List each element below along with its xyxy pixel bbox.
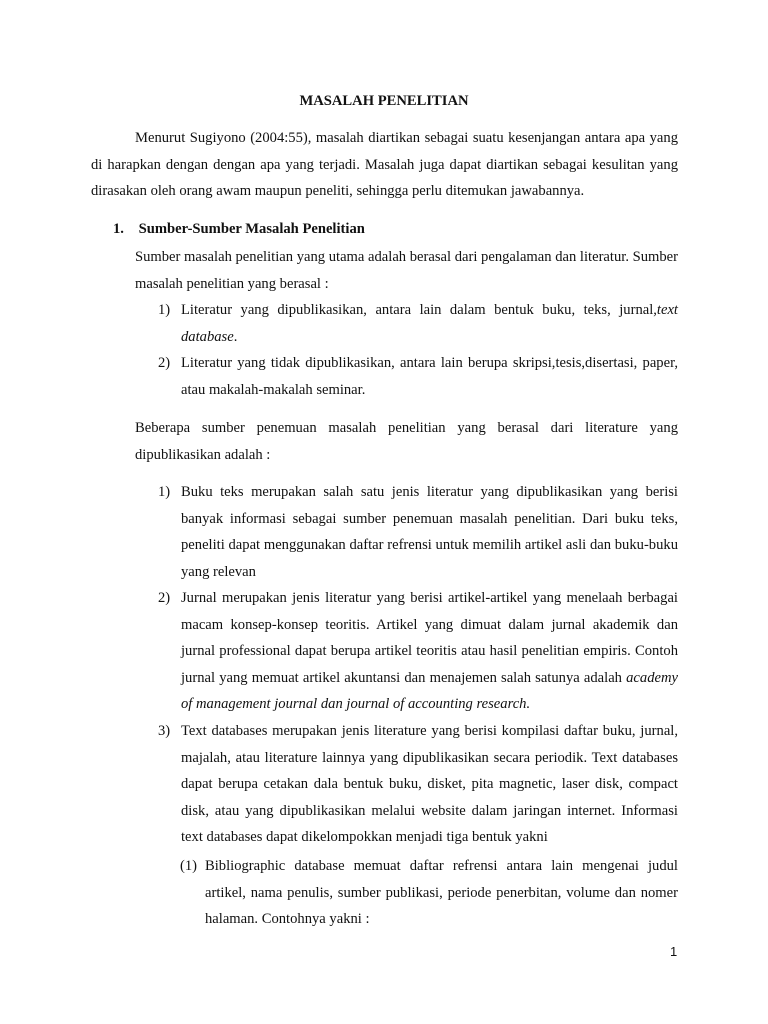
list-item (158, 350, 678, 403)
italic-text: text database (181, 302, 678, 345)
list-item-number: 2) (158, 355, 171, 371)
list-item (158, 718, 678, 851)
section-paragraph: Sumber masalah penelitian yang utama adalah berasal dari pengalaman dan literatur. Sumber masalah penelitian yang berasal : (135, 249, 679, 292)
sub-list-item (180, 853, 678, 933)
list-item-number: 1) (158, 302, 171, 318)
section-heading (113, 221, 365, 238)
section-number: 1. (113, 221, 124, 237)
list-item-text: Jurnal merupakan jenis literatur yang berisi artikel-artikel yang menelaah berbagai macam konsep-konsep teoritis. Artikel yang dimuat dalam jurnal akademik dan jurnal professional dapat berupa artikel teoritis atau hasil penelitian empiris. Contoh jurnal yang memuat artikel akuntansi dan menajemen salah satunya adalah academy of management journal dan journal of accounting research. (181, 590, 678, 712)
italic-text: academy of management journal dan journal of accounting research. (181, 669, 678, 712)
list-item-number: 3) (158, 723, 171, 739)
list-item-number: 1) (158, 484, 171, 500)
section-paragraph-2: Beberapa sumber penemuan masalah penelitian yang berasal dari literature yang dipublikasikan adalah : (135, 420, 678, 463)
list-item-number: (1) (180, 858, 198, 874)
list-item-text: Literatur yang dipublikasikan, antara lain dalam bentuk buku, teks, jurnal,text database. (181, 302, 678, 345)
page-number: 1 (670, 944, 678, 959)
page-title: MASALAH PENELITIAN (299, 93, 469, 109)
list-item (158, 479, 678, 585)
list-item-number: 2) (158, 590, 171, 606)
intro-paragraph: Menurut Sugiyono (2004:55), masalah diartikan sebagai suatu kesenjangan antara apa yang di harapkan dengan dengan apa yang terjadi. Masalah juga dapat diartikan sebagai kesulitan yang dirasakan oleh orang awam maupun peneliti, sehingga perlu ditemukan jawabannya. (91, 130, 678, 199)
list-item-text: Buku teks merupakan salah satu jenis literatur yang dipublikasikan yang berisi banyak informasi sebagai sumber penemuan masalah penelitian. Dari buku teks, peneliti dapat menggunakan daftar refrensi untuk memilih artikel asli dan buku-buku yang relevan (181, 484, 678, 580)
section-heading-text: Sumber-Sumber Masalah Penelitian (138, 221, 365, 237)
list-item-text: Literatur yang tidak dipublikasikan, antara lain berupa skripsi,tesis,disertasi, paper, atau makalah-makalah seminar. (181, 355, 678, 398)
list-item-text: Text databases merupakan jenis literature yang berisi kompilasi daftar buku, jurnal, majalah, atau literature lainnya yang dipublikasikan secara periodik. Text databases dapat berupa cetakan dala bentuk buku, disket, pita magnetic, laser disk, compact disk, atau yang dipublikasikan melalui website dalam jaringan internet. Informasi text databases dapat dikelompokkan menjadi tiga bentuk yakni (181, 723, 678, 845)
list-item (158, 297, 678, 350)
list-item-text: Bibliographic database memuat daftar refrensi antara lain mengenai judul artikel, nama penulis, sumber publikasi, periode penerbitan, volume dan nomer halaman. Contohnya yakni : (205, 858, 678, 927)
list-item (158, 585, 678, 718)
